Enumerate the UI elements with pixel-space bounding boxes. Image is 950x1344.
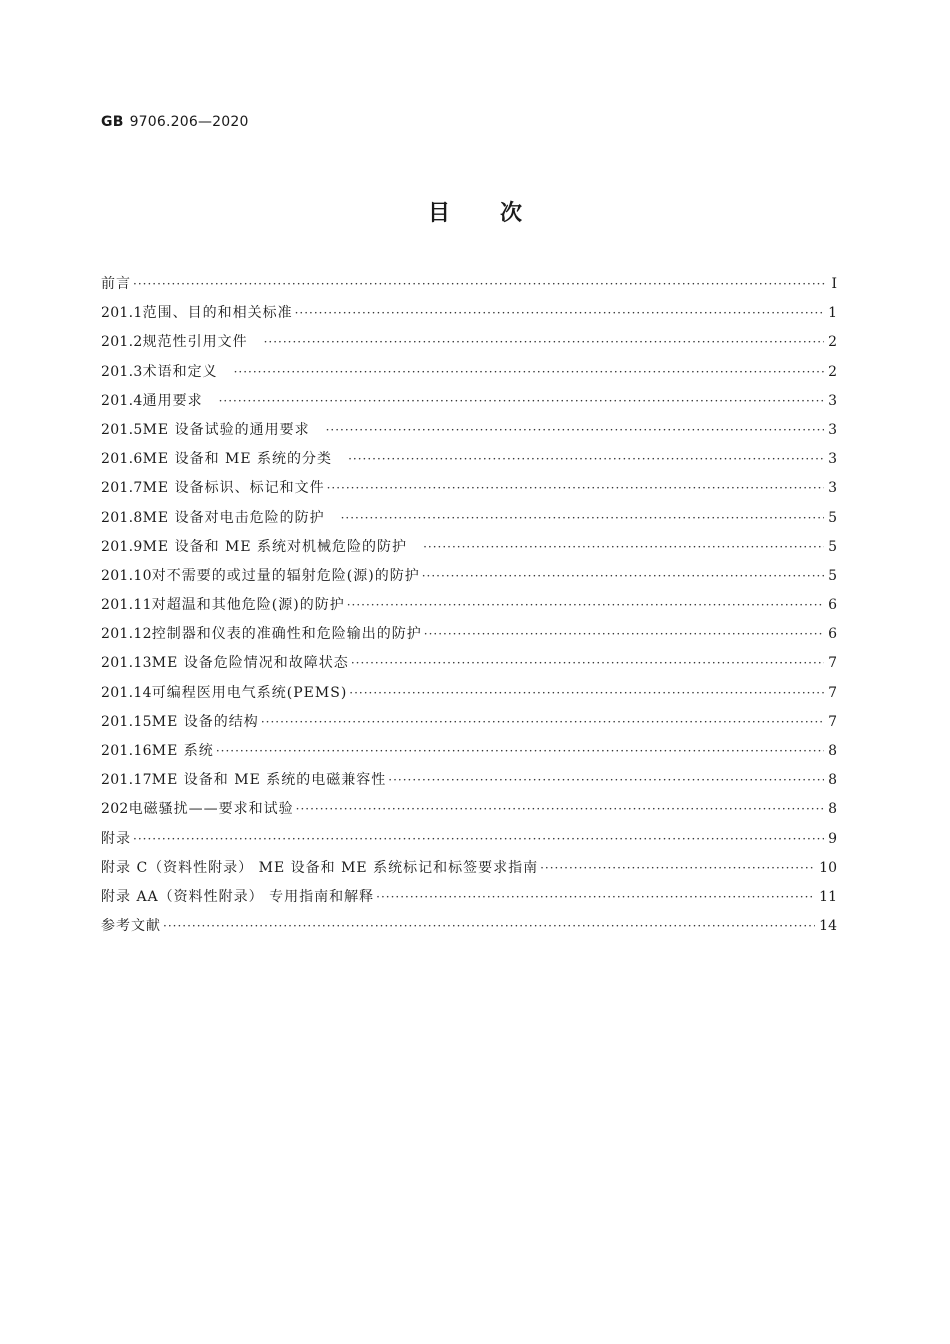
toc-leader-dots bbox=[540, 854, 815, 883]
toc-entry-page: 5 bbox=[828, 538, 837, 555]
toc-leader-dots bbox=[423, 533, 824, 562]
toc-leader-dots bbox=[133, 825, 824, 854]
toc-entry-number: 201.14 bbox=[101, 684, 152, 701]
toc-entry-201-1[interactable] bbox=[101, 299, 837, 328]
toc-entry-number: 201.16 bbox=[101, 743, 152, 759]
toc-entry-text: ME 设备和 ME 系统的电磁兼容性 bbox=[151, 772, 387, 789]
toc-entry-number: 201.10 bbox=[101, 567, 152, 584]
toc-leader-dots bbox=[219, 387, 824, 416]
toc-leader-dots bbox=[216, 737, 824, 766]
toc-leader-dots bbox=[341, 504, 824, 533]
toc-entry-text: ME 系统 bbox=[151, 743, 214, 759]
toc-entry-page: 8 bbox=[828, 801, 837, 818]
toc-entry-number: 201.11 bbox=[101, 597, 152, 614]
toc-entry-number: 201.7 bbox=[101, 480, 143, 497]
toc-leader-dots bbox=[351, 649, 824, 678]
toc-entry-201-15[interactable] bbox=[101, 708, 837, 737]
toc-entry-text: 通用要求 bbox=[142, 392, 203, 409]
toc-leader-dots bbox=[234, 358, 824, 387]
toc-entry-text: ME 设备标识、标记和文件 bbox=[142, 480, 325, 497]
toc-entry-page: 6 bbox=[828, 597, 837, 614]
toc-entry-page: 3 bbox=[828, 421, 837, 438]
toc-leader-dots bbox=[349, 679, 824, 708]
toc-leader-dots bbox=[133, 270, 825, 299]
toc-entry-annexes[interactable] bbox=[101, 825, 837, 854]
toc-entry-page: 11 bbox=[819, 888, 837, 905]
toc-entry-page: 8 bbox=[828, 743, 837, 759]
toc-entry-page: 3 bbox=[828, 392, 837, 409]
toc-entry-text: 对超温和其他危险(源)的防护 bbox=[151, 597, 345, 614]
toc-entry-201-8[interactable] bbox=[101, 504, 837, 533]
toc-entry-page: 7 bbox=[828, 655, 837, 672]
page-title: 目次 bbox=[427, 201, 572, 226]
toc-entry-202[interactable] bbox=[101, 795, 837, 824]
toc-entry-text: 附录 AA（资料性附录） 专用指南和解释 bbox=[101, 888, 375, 905]
toc-entry-page: 2 bbox=[828, 334, 837, 351]
toc-leader-dots bbox=[327, 474, 824, 503]
toc-entry-number: 201.2 bbox=[101, 334, 143, 351]
toc-entry-page: 7 bbox=[828, 713, 837, 730]
toc-entry-text: 规范性引用文件 bbox=[142, 334, 248, 351]
toc-entry-text: 对不需要的或过量的辐射危险(源)的防护 bbox=[151, 567, 420, 584]
toc-entry-201-3[interactable] bbox=[101, 358, 837, 387]
toc-entry-page: 6 bbox=[828, 626, 837, 643]
toc-entry-number: 201.5 bbox=[101, 421, 143, 438]
toc-entry-text: 可编程医用电气系统(PEMS) bbox=[151, 684, 348, 701]
toc-entry-text: 附录 C（资料性附录） ME 设备和 ME 系统标记和标签要求指南 bbox=[101, 859, 539, 876]
toc-leader-dots bbox=[348, 445, 824, 474]
toc-entry-201-11[interactable] bbox=[101, 591, 837, 620]
toc-leader-dots bbox=[163, 912, 815, 941]
toc-leader-dots bbox=[295, 299, 824, 328]
toc-entry-page: 1 bbox=[828, 305, 837, 322]
toc-entry-text: ME 设备试验的通用要求 bbox=[142, 421, 310, 438]
toc-leader-dots bbox=[376, 883, 815, 912]
toc-entry-page: 5 bbox=[828, 567, 837, 584]
toc-entry-text: ME 设备的结构 bbox=[151, 713, 259, 730]
toc-entry-201-2[interactable] bbox=[101, 328, 837, 357]
standard-header bbox=[101, 114, 249, 130]
toc-entry-text: 电磁骚扰——要求和试验 bbox=[128, 801, 294, 818]
toc-entry-page: Ⅰ bbox=[831, 276, 837, 292]
toc-entry-201-10[interactable] bbox=[101, 562, 837, 591]
toc-entry-201-9[interactable] bbox=[101, 533, 837, 562]
toc-entry-page: 3 bbox=[828, 480, 837, 497]
toc-entry-page: 8 bbox=[828, 772, 837, 789]
toc-entry-page: 5 bbox=[828, 509, 837, 526]
toc-entry-number: 202 bbox=[101, 801, 129, 818]
toc-entry-bibliography[interactable] bbox=[101, 912, 837, 941]
toc-entry-201-17[interactable] bbox=[101, 766, 837, 795]
toc-entry-annex-c[interactable] bbox=[101, 854, 837, 883]
toc-entry-page: 10 bbox=[819, 859, 837, 876]
toc-leader-dots bbox=[326, 416, 824, 445]
toc-entry-text: ME 设备危险情况和故障状态 bbox=[151, 655, 349, 672]
toc-entry-201-14[interactable] bbox=[101, 679, 837, 708]
toc-entry-page: 9 bbox=[828, 830, 837, 847]
toc-entry-text: ME 设备和 ME 系统对机械危险的防护 bbox=[142, 538, 408, 555]
table-of-contents bbox=[101, 270, 837, 941]
toc-entry-number: 201.8 bbox=[101, 509, 143, 526]
toc-leader-dots bbox=[422, 562, 824, 591]
toc-entry-number: 201.12 bbox=[101, 626, 152, 643]
toc-entry-201-7[interactable] bbox=[101, 474, 837, 503]
toc-entry-201-5[interactable] bbox=[101, 416, 837, 445]
standard-prefix: GB bbox=[101, 114, 124, 130]
toc-entry-text: 附录 bbox=[101, 830, 131, 847]
toc-entry-number: 201.17 bbox=[101, 772, 152, 789]
toc-leader-dots bbox=[388, 766, 824, 795]
toc-entry-number: 201.6 bbox=[101, 451, 143, 468]
toc-entry-number: 201.4 bbox=[101, 392, 143, 409]
toc-entry-number: 201.9 bbox=[101, 538, 143, 555]
toc-entry-number: 201.15 bbox=[101, 713, 152, 730]
toc-entry-201-16[interactable] bbox=[101, 737, 837, 766]
toc-leader-dots bbox=[347, 591, 824, 620]
toc-leader-dots bbox=[296, 795, 824, 824]
toc-entry-201-13[interactable] bbox=[101, 649, 837, 678]
toc-entry-page: 7 bbox=[828, 684, 837, 701]
toc-entry-text: 前言 bbox=[101, 276, 131, 292]
toc-entry-page: 2 bbox=[828, 363, 837, 380]
toc-entry-text: 参考文献 bbox=[101, 918, 161, 935]
toc-leader-dots bbox=[264, 328, 824, 357]
toc-entry-number: 201.1 bbox=[101, 305, 143, 322]
toc-entry-201-12[interactable] bbox=[101, 620, 837, 649]
toc-entry-text: 术语和定义 bbox=[142, 363, 218, 380]
standard-code: 9706.206—2020 bbox=[129, 114, 249, 130]
toc-entry-text: ME 设备对电击危险的防护 bbox=[142, 509, 325, 526]
toc-entry-text: 范围、目的和相关标准 bbox=[142, 305, 293, 322]
toc-entry-number: 201.3 bbox=[101, 363, 143, 380]
toc-entry-text: ME 设备和 ME 系统的分类 bbox=[142, 451, 333, 468]
toc-entry-201-6[interactable] bbox=[101, 445, 837, 474]
toc-entry-201-4[interactable] bbox=[101, 387, 837, 416]
toc-entry-number: 201.13 bbox=[101, 655, 152, 672]
toc-entry-page: 3 bbox=[828, 451, 837, 468]
toc-leader-dots bbox=[424, 620, 824, 649]
toc-entry-page: 14 bbox=[819, 918, 837, 935]
toc-entry-foreword[interactable] bbox=[101, 270, 837, 299]
toc-leader-dots bbox=[261, 708, 824, 737]
toc-entry-annex-aa[interactable] bbox=[101, 883, 837, 912]
toc-entry-text: 控制器和仪表的准确性和危险输出的防护 bbox=[151, 626, 422, 643]
